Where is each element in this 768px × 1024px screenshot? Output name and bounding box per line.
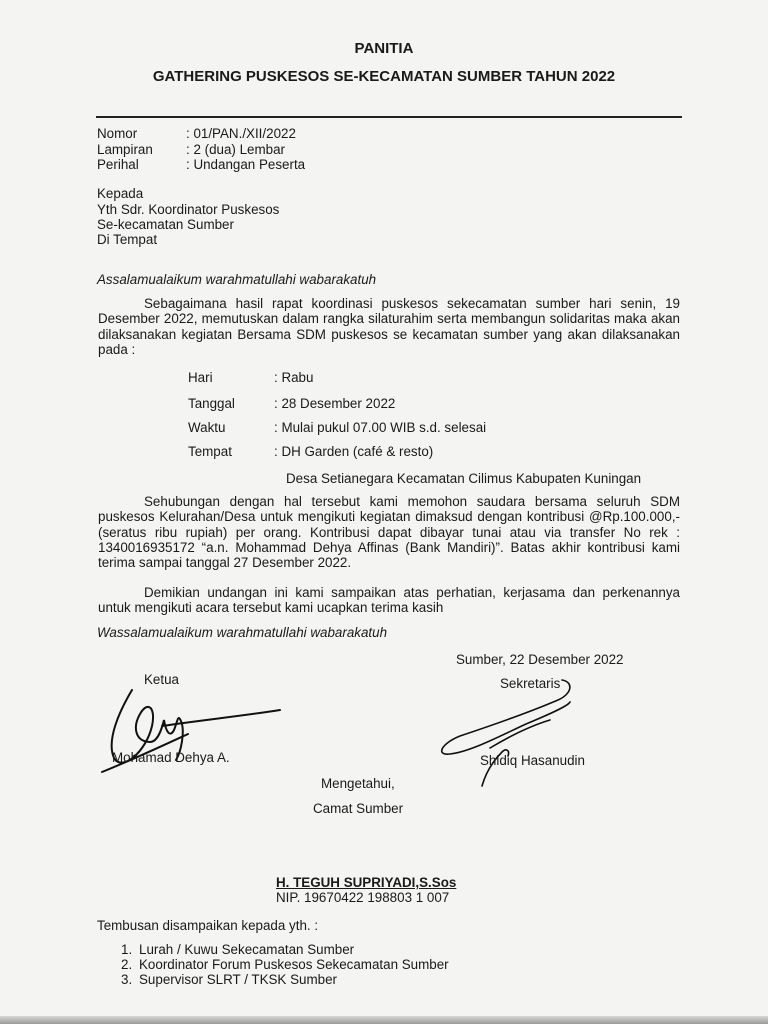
meta-label-perihal: Perihal — [97, 157, 139, 172]
ketua-title: Ketua — [144, 672, 179, 687]
list-item — [121, 972, 337, 987]
ketua-name: Mohamad Dehya A. — [112, 750, 230, 765]
recipient-line: Yth Sdr. Koordinator Puskesos — [97, 202, 280, 217]
greeting: Assalamualaikum warahmatullahi wabarakatuh — [97, 272, 377, 287]
header-line-1: PANITIA — [354, 40, 414, 57]
body-paragraph-3: Demikian undangan ini kami sampaikan atas perhatian, kerjasama dan perkenannya untuk mengikuti acara tersebut kami ucapkan terima kasih — [98, 585, 680, 616]
recipient-line: Di Tempat — [97, 232, 158, 247]
sekretaris-name: Shidiq Hasanudin — [480, 753, 585, 768]
list-item — [121, 942, 354, 957]
list-item-text: Koordinator Forum Puskesos Sekecamatan Sumber — [139, 957, 449, 972]
recipient-line: Se-kecamatan Sumber — [97, 217, 234, 232]
page-edge-shadow — [0, 1016, 768, 1024]
sekretaris-title: Sekretaris — [500, 676, 561, 691]
meta-value-perihal: : Undangan Peserta — [186, 157, 306, 172]
event-label-hari: Hari — [188, 370, 213, 385]
event-value-hari: : Rabu — [274, 370, 314, 385]
event-value-tempat: : DH Garden (café & resto) — [274, 444, 434, 459]
meta-label-lampiran: Lampiran — [97, 142, 153, 157]
meta-label-nomor: Nomor — [97, 126, 138, 141]
event-label-waktu: Waktu — [188, 420, 226, 435]
list-item-number: 1. — [121, 942, 133, 957]
list-item — [121, 957, 449, 972]
closing-greeting: Wassalamualaikum warahmatullahi wabarakatuh — [97, 625, 388, 640]
header-divider — [96, 116, 682, 118]
place-date: Sumber, 22 Desember 2022 — [456, 652, 624, 667]
list-item-number: 2. — [121, 957, 133, 972]
approval-name: H. TEGUH SUPRIYADI,S.Sos — [276, 875, 457, 890]
meta-value-lampiran: : 2 (dua) Lembar — [186, 142, 285, 157]
event-address: Desa Setianegara Kecamatan Cilimus Kabupaten Kuningan — [286, 471, 642, 486]
list-item-text: Lurah / Kuwu Sekecamatan Sumber — [139, 942, 355, 957]
approval-line-2: Camat Sumber — [313, 801, 404, 816]
cc-title: Tembusan disampaikan kepada yth. : — [97, 918, 319, 933]
header-line-2: GATHERING PUSKESOS SE-KECAMATAN SUMBER TAHUN 2022 — [152, 68, 616, 85]
list-item-text: Supervisor SLRT / TKSK Sumber — [139, 972, 337, 987]
event-label-tempat: Tempat — [188, 444, 232, 459]
event-label-tanggal: Tanggal — [188, 396, 235, 411]
approval-line-1: Mengetahui, — [321, 776, 395, 791]
meta-value-nomor: : 01/PAN./XII/2022 — [186, 126, 296, 141]
body-paragraph-2: Sehubungan dengan hal tersebut kami memohon saudara bersama seluruh SDM puskesos Kelurahan/Desa untuk mengikuti kegiatan dimaksud dengan kontribusi @Rp.100.000,- (seratus ribu rupiah) per orang. Kontribusi dapat dibayar tunai atau via transfer No rek : 1340016935172 “a.n. Mohammad Dehya Affinas (Bank Mandiri)”. Batas akhir kontribusi kami terima sampai tanggal 27 Desember 2022. — [98, 494, 680, 571]
event-value-tanggal: : 28 Desember 2022 — [274, 396, 396, 411]
recipient-line: Kepada — [97, 186, 144, 201]
list-item-number: 3. — [121, 972, 133, 987]
approval-nip: NIP. 19670422 198803 1 007 — [276, 890, 450, 905]
event-value-waktu: : Mulai pukul 07.00 WIB s.d. selesai — [274, 420, 487, 435]
body-paragraph-1: Sebagaimana hasil rapat koordinasi puskesos sekecamatan sumber hari senin, 19 Desember 2022, memutuskan dalam rangka silaturahim serta membangun solidaritas maka akan dilaksanakan kegiatan Bersama SDM puskesos se kecamatan sumber yang akan dilaksanakan pada : — [98, 296, 680, 357]
